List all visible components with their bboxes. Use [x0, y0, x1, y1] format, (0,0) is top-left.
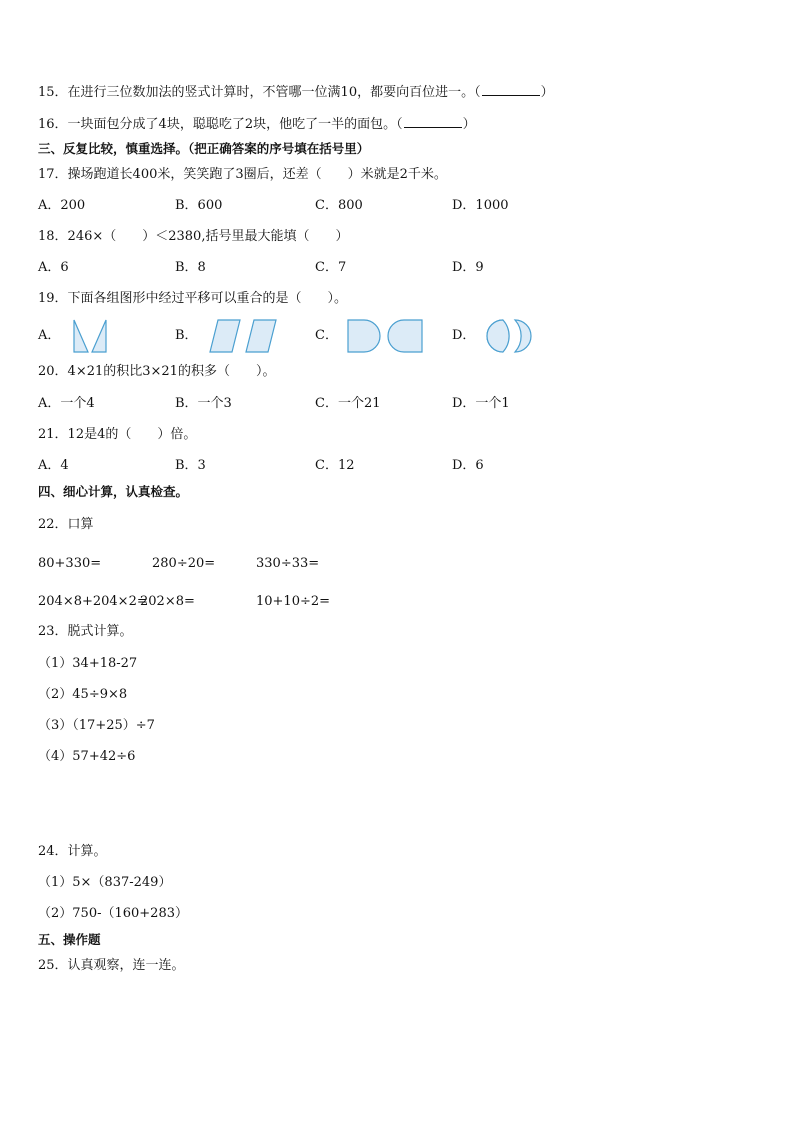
- question-18-stem: 18．246×（ ）＜2380,括号里最大能填（ ）: [38, 229, 349, 244]
- question-15-close: ）: [540, 85, 554, 100]
- mental-calc-3: 330÷33=: [256, 556, 320, 571]
- question-20-options: [38, 395, 758, 429]
- option-a[interactable]: A．4: [38, 458, 69, 473]
- half-round-pair-icon: [346, 318, 426, 354]
- option-c[interactable]: C．7: [315, 260, 347, 275]
- question-16: [38, 114, 476, 134]
- question-15: [38, 82, 554, 102]
- step-calc-3: （3）（17+25）÷7: [38, 718, 155, 733]
- question-18-options: [38, 259, 758, 293]
- option-a[interactable]: [38, 318, 116, 354]
- option-a[interactable]: A．6: [38, 260, 69, 275]
- answer-blank-16[interactable]: [404, 114, 462, 128]
- calc-item-1: （1）5×（837-249）: [38, 875, 172, 890]
- option-a[interactable]: A．一个4: [38, 396, 95, 411]
- option-a[interactable]: A．200: [38, 198, 86, 213]
- question-21-stem: 21．12是4的（ ）倍。: [38, 427, 197, 442]
- option-d[interactable]: D．6: [452, 458, 484, 473]
- question-16-close: ）: [462, 117, 476, 132]
- crescent-pair-icon: [483, 318, 535, 354]
- option-c[interactable]: C．12: [315, 458, 355, 473]
- step-calc-4: （4）57+42÷6: [38, 749, 136, 764]
- mental-calc-1: 80+330=: [38, 556, 102, 571]
- mental-calc-6: 10+10÷2=: [256, 594, 331, 609]
- parallelogram-pair-icon: [206, 318, 280, 354]
- question-19-stem: 19．下面各组图形中经过平移可以重合的是（ ）。: [38, 291, 348, 306]
- question-20-stem: 20．4×21的积比3×21的积多（ ）。: [38, 364, 276, 379]
- answer-blank-15[interactable]: [482, 82, 540, 96]
- question-22-stem: 22．口算: [38, 517, 94, 532]
- option-c[interactable]: [315, 318, 426, 354]
- question-15-text: 15．在进行三位数加法的竖式计算时，不管哪一位满10，都要向百位进一。（: [38, 85, 481, 100]
- question-23-stem: 23．脱式计算。: [38, 624, 133, 639]
- option-d[interactable]: D．1000: [452, 198, 509, 213]
- question-25-stem: 25．认真观察，连一连。: [38, 958, 185, 973]
- option-b-label: B．: [175, 328, 198, 343]
- calc-item-2: （2）750-（160+283）: [38, 906, 188, 921]
- option-b[interactable]: B．600: [175, 198, 223, 213]
- question-19-options: [38, 318, 758, 352]
- step-calc-2: （2）45÷9×8: [38, 687, 128, 702]
- option-b[interactable]: B．8: [175, 260, 206, 275]
- option-a-label: A．: [38, 328, 61, 343]
- option-b[interactable]: B．3: [175, 458, 206, 473]
- section-3-heading: 三、反复比较，慎重选择。（把正确答案的序号填在括号里）: [38, 141, 370, 156]
- option-b[interactable]: [175, 318, 280, 354]
- option-d[interactable]: [452, 318, 535, 354]
- option-d[interactable]: D．9: [452, 260, 484, 275]
- question-17-options: [38, 197, 758, 231]
- section-4-heading: 四、细心计算，认真检查。: [38, 484, 189, 499]
- option-c[interactable]: C．800: [315, 198, 363, 213]
- mental-calc-5: 202×8=: [140, 594, 195, 609]
- trapezoid-pair-icon: [68, 318, 116, 354]
- option-c-label: C．: [315, 328, 338, 343]
- mental-calc-4: 204×8+204×2=: [38, 594, 148, 609]
- option-d-label: D．: [452, 328, 476, 343]
- option-b[interactable]: B．一个3: [175, 396, 232, 411]
- mental-calc-2: 280÷20=: [152, 556, 216, 571]
- question-24-stem: 24．计算。: [38, 844, 107, 859]
- step-calc-1: （1）34+18-27: [38, 656, 138, 671]
- option-d[interactable]: D．一个1: [452, 396, 510, 411]
- option-c[interactable]: C．一个21: [315, 396, 381, 411]
- section-5-heading: 五、操作题: [38, 932, 101, 947]
- question-17-stem: 17．操场跑道长400米，笑笑跑了3圈后，还差（ ）米就是2千米。: [38, 167, 447, 182]
- question-16-text: 16．一块面包分成了4块，聪聪吃了2块，他吃了一半的面包。（: [38, 117, 403, 132]
